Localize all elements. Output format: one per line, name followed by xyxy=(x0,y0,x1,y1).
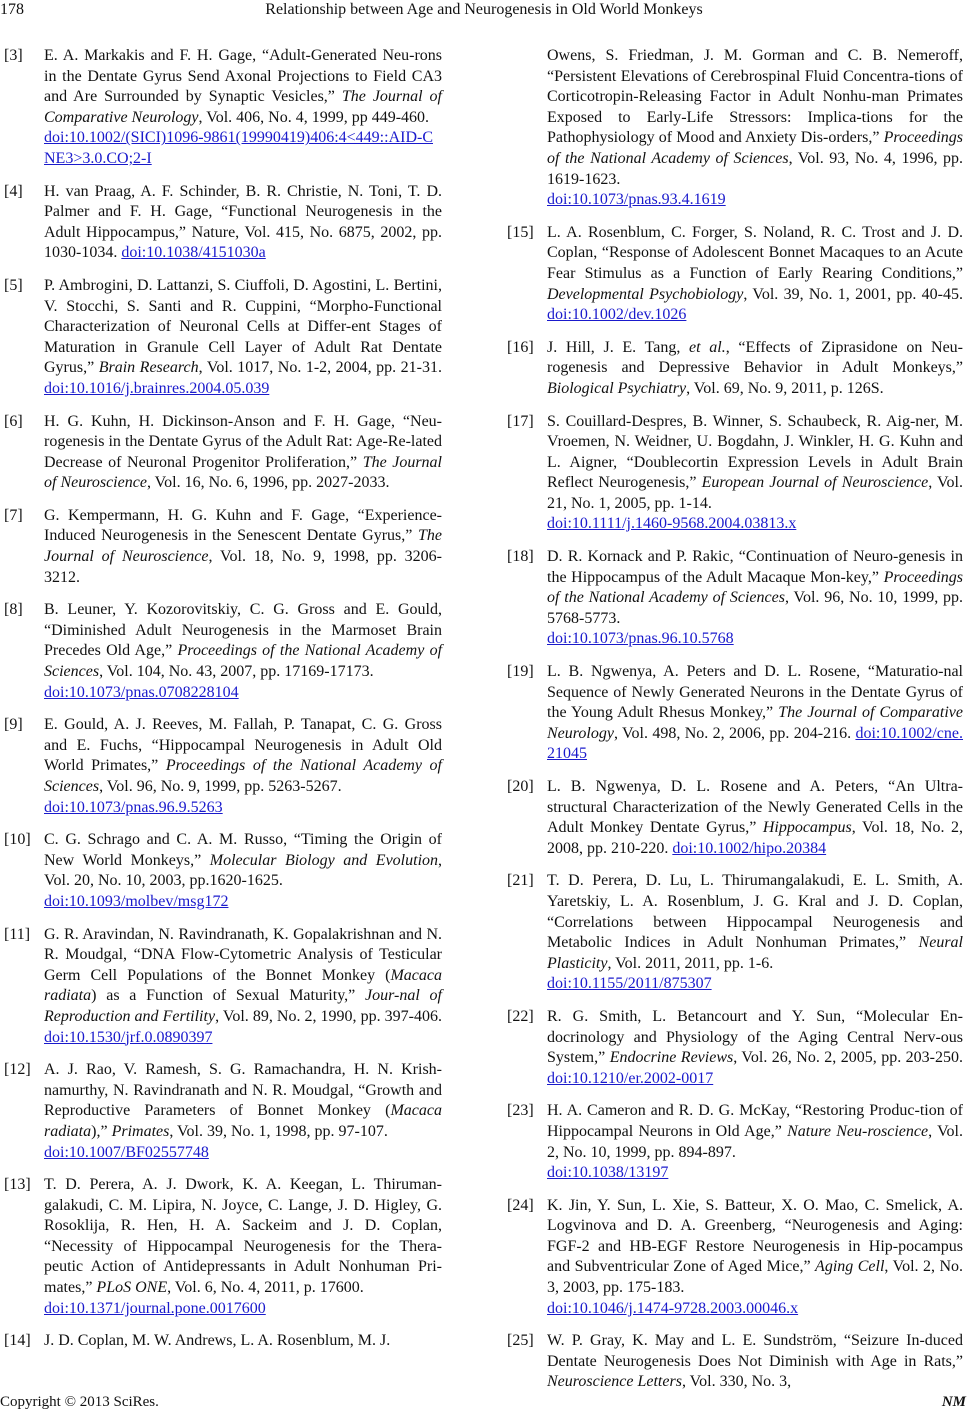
reference-journal: et al. xyxy=(689,338,726,356)
reference-entry xyxy=(507,223,963,326)
reference-entry xyxy=(4,46,442,170)
reference-authors-title: L. A. Rosenblum, C. Forger, S. Noland, R. C. Trost and J. D. Coplan, “Response of Adolescent Bonnet Macaques to an Acute Fear Stimulus as a Function of Early Rearing Conditions,” xyxy=(547,223,963,282)
reference-details: , Vol. 89, No. 2, 1990, pp. 397-406. xyxy=(215,1007,443,1025)
reference-details: , Vol. 2, No. 3, 2003, pp. 175-183. xyxy=(547,1258,964,1297)
reference-authors-title: G. Kempermann, H. G. Kuhn and F. Gage, “Experience-Induced Neurogenesis in the Senescent Dentate Gyrus,” xyxy=(44,506,442,545)
reference-details: , Vol. 69, No. 9, 2011, p. 126S. xyxy=(686,379,884,397)
reference-number: [7] xyxy=(4,506,23,524)
page-number: 178 xyxy=(0,1,24,18)
reference-authors-title: T. D. Perera, D. Lu, L. Thirumangalakudi, E. L. Smith, A. Yaretskiy, L. A. Rosenblum, J. G. Kral and J. D. Coplan, “Correlations between Hippocampal Neurogenesis and Metabolic Indices in Adult Nonhuman Primates,” xyxy=(547,872,963,952)
reference-number: [13] xyxy=(4,1176,31,1194)
reference-authors-title: A. J. Rao, V. Ramesh, S. G. Ramachandra, H. N. Krish-namurthy, N. Ravindranath and N. R. Moudgal, “Growth and Reproductive Parameters of Bonnet Monkey ( xyxy=(44,1061,442,1120)
reference-text xyxy=(44,506,442,588)
doi-link[interactable]: doi:10.1038/4151030a xyxy=(121,244,266,262)
reference-authors-title: L. B. Ngwenya, A. Peters and D. L. Rosene, “Maturatio-nal Sequence of Newly Generated Neurons in the Dentate Gyrus of the Young Adult Rhesus Monkey,” xyxy=(547,663,963,722)
doi-link[interactable]: doi:10.1093/molbev/msg172 xyxy=(44,892,229,910)
reference-number: [9] xyxy=(4,716,23,734)
doi-link[interactable]: doi:10.1073/pnas.96.10.5768 xyxy=(547,630,734,648)
reference-number: [16] xyxy=(507,338,534,356)
reference-authors-title: D. R. Kornack and P. Rakic, “Continuation of Neuro-genesis in the Hippocampus of the Adult Macaque Mon-key,” xyxy=(547,548,963,586)
reference-journal: Proceedings of the National Academy of Sciences xyxy=(44,757,443,795)
reference-number: [4] xyxy=(4,182,23,200)
reference-entry xyxy=(507,1331,963,1393)
doi-link[interactable]: doi:10.1007/BF02557748 xyxy=(44,1143,209,1161)
doi-link[interactable]: doi:10.1073/pnas.96.9.5263 xyxy=(44,798,223,816)
reference-number xyxy=(507,46,547,211)
reference-journal: PLoS ONE xyxy=(96,1279,168,1297)
reference-journal: Proceedings of the National Academy of Sciences xyxy=(44,642,443,681)
reference-text xyxy=(44,1175,442,1319)
reference-details: , Vol. 330, No. 3, xyxy=(681,1373,792,1391)
reference-authors-title: H. G. Kuhn, H. Dickinson-Anson and F. H. Gage, “Neu-rogenesis in the Dentate Gyrus of the Adult Rat: Age-Re-lated Decrease of Neuronal Progenitor Proliferation,” xyxy=(44,412,442,471)
reference-entry xyxy=(4,600,442,703)
reference-details: , Vol. 498, No. 2, 2006, pp. 204-216. xyxy=(613,724,856,742)
doi-link[interactable]: doi:10.1530/jrf.0.0890397 xyxy=(44,1028,213,1046)
reference-authors-title: W. P. Gray, K. May and L. E. Sundström, “Seizure In-duced Dentate Neurogenesis Does Not Diminish with Age in Rats,” xyxy=(547,1332,963,1370)
doi-link[interactable]: doi:10.1002/cne.21045 xyxy=(547,724,963,763)
reference-authors-title: R. G. Smith, L. Betancourt and Y. Sun, “Molecular En-docrinology and Physiology of the Aging Central Nerv-ous System,” xyxy=(547,1007,963,1067)
reference-details: , Vol. 1017, No. 1-2, 2004, pp. 21-31. xyxy=(198,359,442,377)
reference-authors-title: E. A. Markakis and F. H. Gage, “Adult-Generated Neu-rons in the Dentate Gyrus Send Axonal Projections to Field CA3 and Are Surrounded by Synaptic Vesicles,” xyxy=(44,47,442,106)
reference-authors-title: Owens, S. Friedman, J. M. Gorman and C. B. Nemeroff, “Persistent Elevations of Cerebrospinal Fluid Concentra-tions of Corticotropin-Releasing Factor in Adult Nonhu-man Primates Exposed to Early-Life Stressors: Implica-tions for the Pathophysiology of Mood and Anxiety Dis-orders,” xyxy=(547,47,963,147)
reference-authors-title: J. Hill, J. E. Tang, xyxy=(547,338,690,356)
reference-details: , Vol. 406, No. 4, 1999, pp 449-460. xyxy=(198,108,430,126)
reference-entry xyxy=(4,506,442,588)
reference-entry xyxy=(507,1007,963,1089)
reference-entry xyxy=(507,547,963,650)
reference-journal: The Journal of Comparative Neurology xyxy=(44,88,442,126)
doi-link[interactable]: doi:10.1046/j.1474-9728.2003.00046.x xyxy=(547,1299,799,1317)
reference-text xyxy=(44,412,442,494)
reference-number: [5] xyxy=(4,276,23,294)
reference-entry xyxy=(507,662,963,765)
reference-journal: Macaca radiata xyxy=(44,1102,442,1140)
reference-entry xyxy=(4,715,442,818)
reference-entry xyxy=(507,1101,963,1183)
reference-text xyxy=(44,1331,442,1352)
reference-number: [3] xyxy=(4,47,23,64)
reference-entry xyxy=(507,46,963,211)
reference-entry xyxy=(4,1175,442,1319)
reference-journal: Neuroscience Letters xyxy=(547,1373,682,1391)
reference-number: [21] xyxy=(507,872,534,890)
reference-text xyxy=(547,1196,963,1320)
reference-entry xyxy=(4,1060,442,1163)
reference-text xyxy=(547,223,963,326)
reference-text xyxy=(44,830,442,912)
doi-link[interactable]: doi:10.1002/(SICI)1096-9861(19990419)406:4<449::AID-CNE3>3.0.CO;2-I xyxy=(44,129,433,167)
reference-number: [24] xyxy=(507,1196,534,1214)
running-title: Relationship between Age and Neurogenesis in Old World Monkeys xyxy=(265,1,703,18)
reference-number: [17] xyxy=(507,412,534,430)
reference-text xyxy=(547,46,963,211)
reference-text xyxy=(547,547,963,650)
reference-authors-title: C. G. Schrago and C. A. M. Russo, “Timing the Origin of New World Monkeys,” xyxy=(44,831,442,869)
reference-text xyxy=(44,46,442,170)
reference-text xyxy=(547,871,963,995)
reference-column-left xyxy=(4,46,442,1364)
reference-entry xyxy=(507,412,963,536)
reference-text xyxy=(547,1101,963,1183)
reference-number: [11] xyxy=(4,925,31,943)
doi-link[interactable]: doi:10.1210/er.2002-0017 xyxy=(547,1069,714,1087)
reference-journal: Aging Cell xyxy=(815,1258,885,1276)
reference-journal: Developmental Psychobiology xyxy=(547,285,744,303)
reference-entry xyxy=(4,412,442,494)
reference-details: , Vol. 21, No. 1, 2005, pp. 1-14. xyxy=(547,474,963,512)
reference-journal: Neural Plasticity xyxy=(547,934,963,972)
reference-journal: Proceedings of the National Academy of Sciences xyxy=(547,129,963,167)
reference-details: ) as a Function of Sexual Maturity,” xyxy=(91,987,366,1005)
copyright-notice: Copyright © 2013 SciRes. xyxy=(0,1394,159,1410)
reference-entry xyxy=(507,871,963,995)
reference-entry xyxy=(507,1196,963,1320)
reference-number: [18] xyxy=(507,548,534,566)
reference-details: , Vol. 20, No. 10, 2003, pp.1620-1625. xyxy=(44,851,443,890)
reference-authors-title: H. van Praag, A. F. Schinder, B. R. Christie, N. Toni, T. D. Palmer and F. H. Gage, “Functional Neurogenesis in the Adult Hippocampus,” Nature, Vol. 415, No. 6875, 2002, pp. 1030-1034. xyxy=(44,182,442,262)
reference-details: , Vol. 104, No. 43, 2007, pp. 17169-17173. xyxy=(99,663,374,681)
reference-authors-title: B. Leuner, Y. Kozorovitskiy, C. G. Gross and E. Gould, “Diminished Adult Neurogenesis in the Marmoset Brain Precedes Old Age,” xyxy=(44,601,442,660)
reference-authors-title: K. Jin, Y. Sun, L. Xie, S. Batteur, X. O. Mao, C. Smelick, A. Logvinova and D. A. Greenberg, “Neurogenesis and Aging: FGF-2 and HB-EGF Restore Neurogenesis in Hip-pocampus and Subventricular Zone of Aged Mice,” xyxy=(547,1196,963,1276)
reference-text xyxy=(547,1007,963,1089)
reference-number: [25] xyxy=(507,1332,534,1350)
reference-authors-title: H. A. Cameron and R. D. G. McKay, “Restoring Produc-tion of Hippocampal Neurons in Old Age,” xyxy=(547,1102,963,1140)
reference-text xyxy=(547,662,963,765)
reference-journal: Primates xyxy=(111,1122,170,1140)
journal-abbreviation: NM xyxy=(941,1394,966,1410)
reference-journal: The Journal of Neuroscience xyxy=(44,453,442,492)
doi-link[interactable]: doi:10.1016/j.brainres.2004.05.039 xyxy=(44,379,270,397)
reference-text xyxy=(44,182,442,264)
reference-number: [12] xyxy=(4,1061,31,1079)
reference-journal: Jour-nal of Reproduction and Fertility xyxy=(44,987,442,1025)
reference-journal: Hippocampus xyxy=(762,819,852,837)
reference-number: [15] xyxy=(507,223,534,241)
reference-text xyxy=(44,925,442,1049)
reference-details: , Vol. 18, No. 9, 1998, pp. 3206-3212. xyxy=(44,548,443,586)
doi-link[interactable]: doi:10.1073/pnas.0708228104 xyxy=(44,683,239,701)
reference-text xyxy=(547,1331,963,1393)
reference-entry xyxy=(507,338,963,400)
reference-entry xyxy=(4,830,442,912)
reference-text xyxy=(44,276,442,400)
reference-details: , Vol. 26, No. 2, 2005, pp. 203-250. xyxy=(733,1049,964,1067)
reference-journal: Macaca radiata xyxy=(44,966,442,1005)
reference-authors-title: S. Couillard-Despres, B. Winner, S. Schaubeck, R. Aig-ner, M. Vroemen, N. Weidner, U. Bogdahn, J. Winkler, H. G. Kuhn and L. Aigner, “Doublecortin Expression Levels in Adult Brain Reflect Neurogenesis,” xyxy=(547,412,963,492)
reference-authors-title: T. D. Perera, A. J. Dwork, K. A. Keegan, L. Thiruman-galakudi, C. M. Lipira, N. Joyce, C. Lange, J. D. Higley, G. Rosoklija, R. Hen, H. A. Sackeim and J. D. Coplan, “Necessity of Hippocampal Neurogenesis for the Thera-peutic Action of Antidepressants in Adult Nonhuman Pri-mates,” xyxy=(44,1176,442,1297)
reference-number: [10] xyxy=(4,831,31,849)
reference-journal: Nature Neu-roscience xyxy=(787,1122,929,1140)
reference-text xyxy=(547,777,963,859)
reference-number: [8] xyxy=(4,601,23,619)
reference-number: [20] xyxy=(507,778,534,795)
reference-authors-title: L. B. Ngwenya, D. L. Rosene and A. Peters, “An Ultra-structural Characterization of the Newly Generated Cells in the Adult Monkey Dentate Gyrus,” xyxy=(547,778,963,837)
reference-authors-title: P. Ambrogini, D. Lattanzi, S. Ciuffoli, D. Agostini, L. Bertini, V. Stocchi, S. Santi and R. Cuppini, “Morpho-Functional Characterization of Neuronal Cells at Differ-ent Stages of Maturation in Granule Cell Layer of Adult Rat Dentate Gyrus,” xyxy=(44,276,442,377)
doi-link[interactable]: doi:10.1371/journal.pone.0017600 xyxy=(44,1299,266,1317)
reference-text xyxy=(547,412,963,536)
reference-details: , Vol. 2011, 2011, pp. 1-6. xyxy=(607,954,774,972)
reference-text xyxy=(44,1060,442,1163)
reference-entry xyxy=(4,182,442,264)
reference-journal: The Journal of Comparative Neurology xyxy=(547,704,964,742)
reference-journal: Proceedings of the National Academy of Sciences xyxy=(547,568,963,607)
reference-authors-title: E. Gould, A. J. Reeves, M. Fallah, P. Tanapat, C. G. Gross and E. Fuchs, “Hippocampal Neurogenesis in Adult Old World Primates,” xyxy=(44,716,442,775)
reference-text xyxy=(44,600,442,703)
reference-details: , Vol. 39, No. 1, 1998, pp. 97-107. xyxy=(169,1122,388,1140)
doi-link[interactable]: doi:10.1073/pnas.93.4.1619 xyxy=(547,191,726,209)
reference-details: , Vol. 6, No. 4, 2011, p. 17600. xyxy=(167,1279,364,1297)
reference-text xyxy=(547,338,963,400)
reference-journal: European Journal of Neuroscience xyxy=(701,474,929,492)
reference-journal: Endocrine Reviews xyxy=(609,1049,734,1067)
reference-number: [19] xyxy=(507,663,534,681)
doi-link[interactable]: doi:10.1002/dev.1026 xyxy=(547,306,687,324)
reference-number: [6] xyxy=(4,412,23,430)
reference-number: [22] xyxy=(507,1007,534,1025)
reference-journal: Biological Psychiatry xyxy=(547,379,687,397)
reference-details: , Vol. 39, No. 1, 2001, pp. 40-45. xyxy=(743,285,964,303)
reference-number: [23] xyxy=(507,1102,534,1120)
reference-details: , Vol. 96, No. 9, 1999, pp. 5263-5267. xyxy=(99,778,342,795)
page-footer xyxy=(0,1393,968,1413)
reference-details: , Vol. 16, No. 6, 1996, pp. 2027-2033. xyxy=(146,474,390,492)
reference-journal: Molecular Biology and Evolution xyxy=(209,851,439,869)
reference-details: , Vol. 96, No. 10, 1999, pp. 5768-5773. xyxy=(547,589,964,627)
reference-authors-title: G. R. Aravindan, N. Ravindranath, K. Gopalakrishnan and N. R. Moudgal, “DNA Flow-Cytometric Analysis of Testicular Germ Cell Populations of the Bonnet Monkey ( xyxy=(44,925,442,984)
reference-entry xyxy=(4,1331,442,1352)
reference-text xyxy=(44,715,442,818)
reference-column-right xyxy=(507,46,963,1405)
doi-link[interactable]: doi:10.1111/j.1460-9568.2004.03813.x xyxy=(547,515,797,533)
reference-authors-title: J. D. Coplan, M. W. Andrews, L. A. Rosenblum, M. J. xyxy=(44,1332,391,1350)
doi-link[interactable]: doi:10.1155/2011/875307 xyxy=(547,975,712,993)
reference-entry xyxy=(507,777,963,859)
reference-journal: Brain Research xyxy=(98,359,199,377)
reference-details: , “Effects of Ziprasidone on Neu-rogenesis and Depressive Behavior in Adult Monkeys,” xyxy=(547,338,964,377)
doi-link[interactable]: doi:10.1038/13197 xyxy=(547,1164,669,1182)
reference-details: , Vol. 2, No. 10, 1999, pp. 894-897. xyxy=(547,1122,964,1161)
doi-link[interactable]: doi:10.1002/hipo.20384 xyxy=(672,839,827,857)
reference-entry xyxy=(4,276,442,400)
reference-details: , Vol. 93, No. 4, 1996, pp. 1619-1623. xyxy=(547,149,963,188)
reference-number: [14] xyxy=(4,1332,31,1350)
reference-entry xyxy=(4,925,442,1049)
page-header xyxy=(0,0,968,28)
reference-details: , Vol. 18, No. 2, 2008, pp. 210-220. xyxy=(547,819,964,857)
reference-journal: The Journal of Neuroscience xyxy=(44,527,442,566)
reference-details: ),” xyxy=(91,1122,112,1140)
